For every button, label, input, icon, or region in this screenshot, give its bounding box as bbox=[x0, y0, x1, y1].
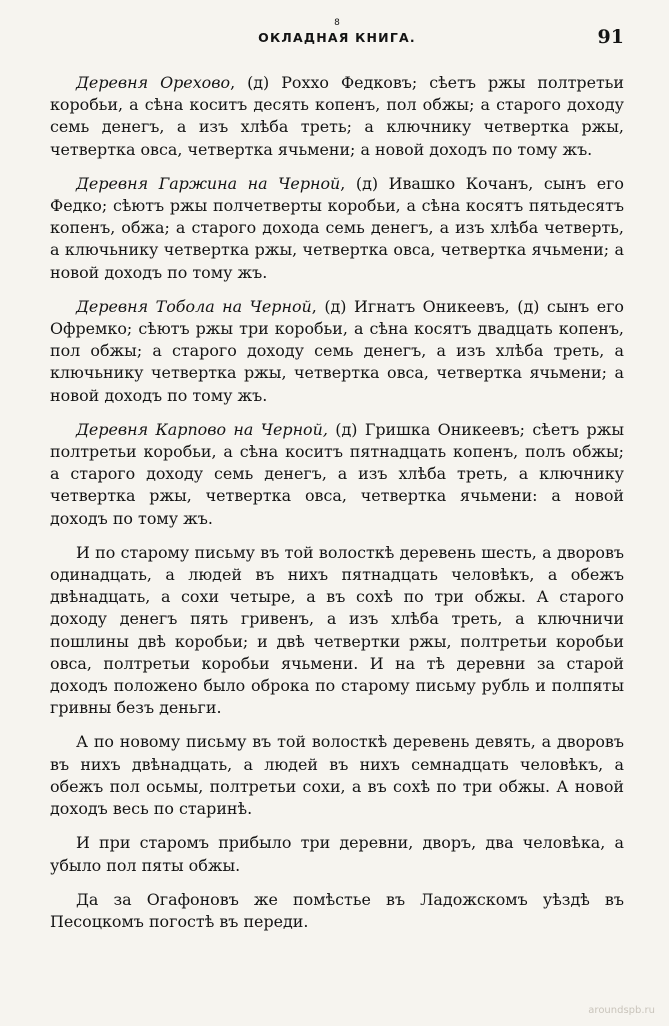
paragraph-text: Роххо Федковъ; сѣетъ ржы полтретьи коробьи, а сѣна коситъ десять копенъ, пол обжы; а старого доходу семь денегъ, а изъ хлѣба треть; а ключнику четвертка ржы, четвертка овса, четвертка ячьмени; а новой доходъ по тому жъ. bbox=[50, 73, 625, 159]
watermark-text: aroundspb.ru bbox=[588, 1005, 655, 1016]
household-tag: (д) bbox=[355, 173, 379, 193]
running-title: ОКЛАДНАЯ КНИГА. bbox=[258, 30, 416, 45]
paragraph-text: Игнатъ Оникеевъ, (д) сынъ его Офремко; сѣютъ ржы три коробьи, а сѣна косятъ двадцать копенъ, пол обжы; а старого доходу семь денегъ, а изъ хлѣба треть, а ключьнику четвертка ржы, четвертка овса, четвертка ячьмени; а новой доходъ по тому жъ. bbox=[50, 296, 624, 405]
paragraph-karpovo bbox=[50, 419, 624, 530]
village-name: Деревня Орехово bbox=[76, 73, 231, 92]
paragraph-garzhina: Деревня Гаржина на Черной, (д) Ивашко Кочанъ, сынъ его Федко; сѣютъ ржы полчетверты коробьи, а сѣна косятъ пятьдесятъ копенъ, обжа; а старого дохода семь денегъ, а изъ хлѣба четверть, а ключьнику четвертка ржы, четвертка овса, четвертка ячьмени; а новой доходъ по тому жъ. bbox=[50, 173, 624, 282]
household-tag: (д) bbox=[324, 296, 347, 316]
village-name: Деревня Карпово на Черной, bbox=[76, 419, 328, 439]
page-number: 91 bbox=[597, 26, 624, 48]
paragraph-text: Гришка Оникеевъ; сѣетъ ржы полтретьи коробьи, а сѣна коситъ пятнадцать копенъ, полъ обжы; а старого доходу семь денегъ, а изъ хлѣба треть, а ключнику четвертка ржы, четвертка овса, четвертка ячьмени: а новой доходъ по тому жъ. bbox=[50, 419, 624, 528]
paragraph-ladoga-estate: Да за Огафоновъ же помѣстье въ Ладожскомъ уѣздѣ въ Песоцкомъ погостѣ въ переди. bbox=[50, 889, 624, 931]
signature-mark: 8 bbox=[334, 18, 340, 28]
paragraph-difference: И при старомъ прибыло три деревни, дворъ, два человѣка, а убыло пол пяты обжы. bbox=[50, 833, 624, 875]
village-name: Деревня Гаржина на Черной bbox=[76, 173, 341, 193]
paragraph-old-census: И по старому письму въ той волосткѣ деревень шесть, а дворовъ одинадцать, а людей въ нихъ пятнадцать человѣкъ, а обежъ двѣнадцать, а сохи четыре, а въ сохѣ по три обжы. А старого доходу денегъ пять гривенъ, а изъ хлѣба треть, а ключничи пошлины двѣ коробьи; и двѣ четвертки ржы, полтретьи коробьи овса, полтретьи коробьи ячьмени. И на тѣ деревни за старой доходъ положено было оброка по старому письму рубль и полпяты гривны безъ деньги. bbox=[50, 542, 624, 718]
household-tag: (д) bbox=[335, 419, 358, 439]
paragraph-text: Ивашко Кочанъ, сынъ его Федко; сѣютъ ржы полчетверты коробьи, а сѣна косятъ пятьдесятъ копенъ, обжа; а старого дохода семь денегъ, а изъ хлѣба четверть, а ключьнику четвертка ржы, четвертка овса, четвертка ячьмени; а новой доходъ по тому жъ. bbox=[50, 173, 624, 282]
page-header bbox=[50, 18, 624, 50]
village-name: Деревня Тобола на Черной bbox=[76, 296, 312, 316]
paragraph-new-census: А по новому письму въ той волосткѣ деревень девять, а дворовъ въ нихъ двѣнадцать, а людей въ нихъ семнадцать человѣкъ, а обежъ пол осьмы, полтретьи сохи, а въ сохѣ по три обжы. А новой доходъ весь по старинѣ. bbox=[50, 732, 624, 819]
household-tag: (д) bbox=[247, 73, 270, 92]
paragraph-tobola: Деревня Тобола на Черной, (д) Игнатъ Оникеевъ, (д) сынъ его Офремко; сѣютъ ржы три коробьи, а сѣна косятъ двадцать копенъ, пол обжы; а старого доходу семь денегъ, а изъ хлѣба треть, а ключьнику четвертка ржы, четвертка овса, четвертка ячьмени; а новой доходъ по тому жъ. bbox=[50, 296, 624, 405]
paragraph-orekhovo: Деревня Орехово, (д) Роххо Федковъ; сѣетъ ржы полтретьи коробьи, а сѣна коситъ десять копенъ, пол обжы; а старого доходу семь денегъ, а изъ хлѣба треть; а ключнику четвертка ржы, четвертка овса, четвертка ячьмени; а новой доходъ по тому жъ. bbox=[50, 73, 625, 159]
body-text bbox=[50, 72, 624, 945]
